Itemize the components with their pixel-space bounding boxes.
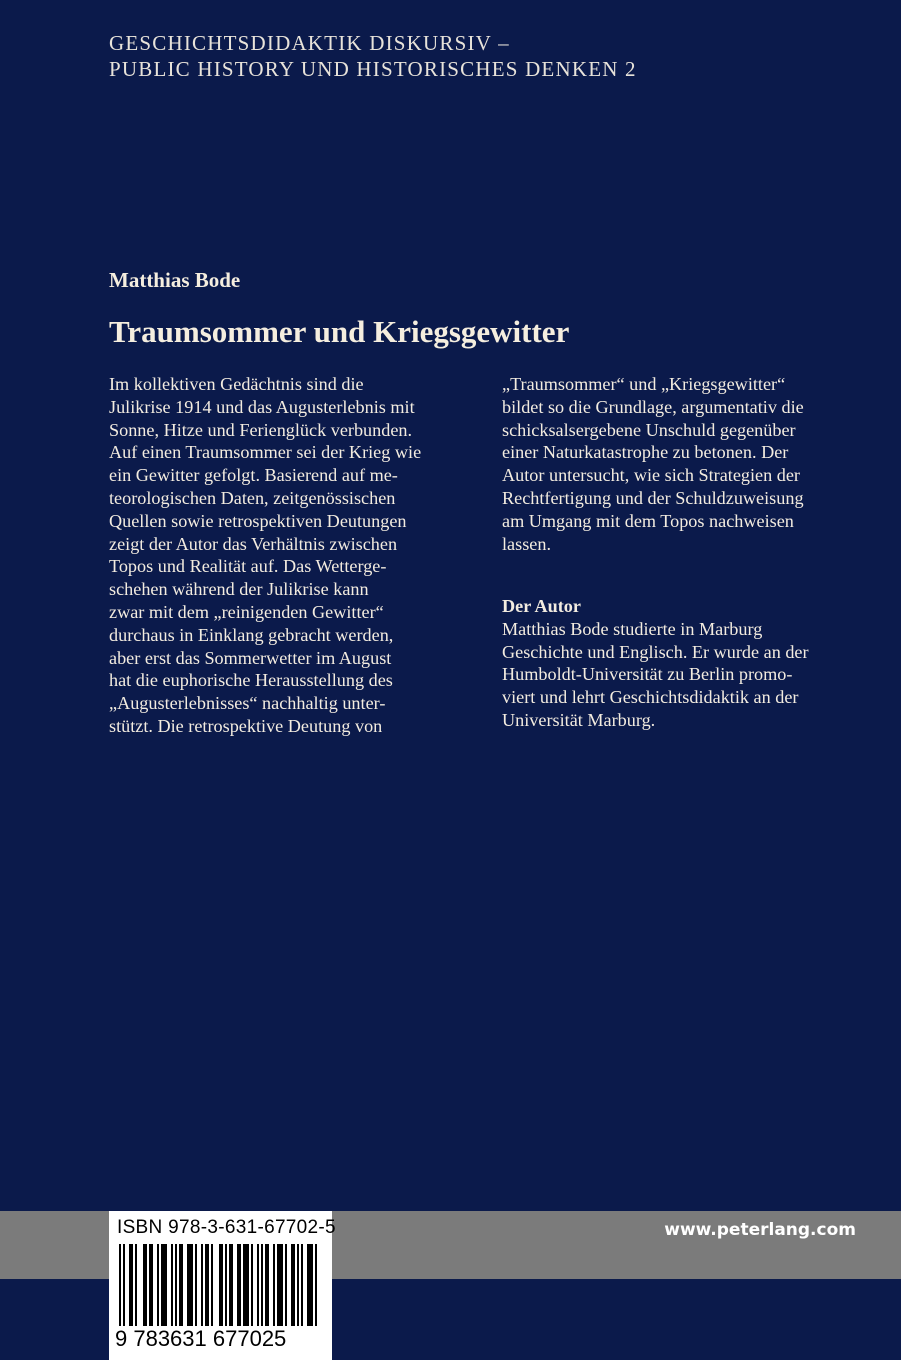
blurb-line: „Augusterlebnisses“ nachhaltig unter- <box>109 693 386 714</box>
blurb-line: aber erst das Sommerwetter im August <box>109 647 392 668</box>
blurb-line: Rechtfertigung und der Schuldzuweisung <box>502 487 804 508</box>
blurb-line: einer Naturkatastrophe zu betonen. Der <box>502 442 789 463</box>
blurb-line: Auf einen Traumsommer sei der Krieg wie <box>109 442 422 463</box>
about-line: Geschichte und Englisch. Er wurde an der <box>502 641 809 662</box>
blurb-line: am Umgang mit dem Topos nachweisen <box>502 510 794 531</box>
about-line: Matthias Bode studierte in Marburg <box>502 618 763 639</box>
about-author-section <box>502 595 809 732</box>
isbn-barcode-box <box>109 1211 336 1360</box>
blurb-line: bildet so die Grundlage, argumentativ die <box>502 396 804 417</box>
author-name: Matthias Bode <box>109 268 241 292</box>
about-line: viert und lehrt Geschichtsdidaktik an der <box>502 687 799 708</box>
blurb-line: Autor untersucht, wie sich Strategien der <box>502 465 800 486</box>
blurb-right-column <box>502 373 804 555</box>
isbn-label: ISBN 978-3-631-67702-5 <box>117 1217 336 1238</box>
about-line: Humboldt-Universität zu Berlin promo- <box>502 664 793 685</box>
blurb-line: schicksalsergebene Unschuld gegenüber <box>502 419 796 440</box>
blurb-line: hat die euphorische Herausstellung des <box>109 670 393 691</box>
blurb-line: zwar mit dem „reinigenden Gewitter“ <box>109 601 384 622</box>
blurb-line: Topos und Realität auf. Das Wetterge- <box>109 556 387 577</box>
series-line-2: PUBLIC HISTORY UND HISTORISCHES DENKEN 2 <box>109 57 637 81</box>
blurb-line: Quellen sowie retrospektiven Deutungen <box>109 510 407 531</box>
blurb-line: schehen während der Julikrise kann <box>109 579 369 600</box>
blurb-line: Julikrise 1914 und das Augusterlebnis mit <box>109 396 415 417</box>
blurb-line: durchaus in Einklang gebracht werden, <box>109 624 394 645</box>
series-title <box>109 30 637 82</box>
blurb-line: „Traumsommer“ und „Kriegsgewitter“ <box>502 374 786 394</box>
about-author-heading: Der Autor <box>502 596 581 616</box>
blurb-line: Im kollektiven Gedächtnis sind die <box>109 374 364 394</box>
blurb-line: zeigt der Autor das Verhältnis zwischen <box>109 533 398 554</box>
barcode-digits: 9 783631 677025 <box>115 1326 287 1351</box>
blurb-line: ein Gewitter gefolgt. Basierend auf me- <box>109 465 398 486</box>
blurb-line: Sonne, Hitze und Ferienglück verbunden. <box>109 419 413 440</box>
book-title: Traumsommer und Kriegsgewitter <box>109 314 570 349</box>
blurb-left-column <box>109 373 421 738</box>
blurb-line: stützt. Die retrospektive Deutung von <box>109 715 383 736</box>
blurb-line: teorologischen Daten, zeitgenössischen <box>109 487 396 508</box>
about-line: Universität Marburg. <box>502 709 656 730</box>
series-line-1: GESCHICHTSDIDAKTIK DISKURSIV – <box>109 31 510 55</box>
barcode-icon <box>119 1244 322 1326</box>
publisher-website: www.peterlang.com <box>664 1220 856 1240</box>
blurb-line: lassen. <box>502 533 551 554</box>
